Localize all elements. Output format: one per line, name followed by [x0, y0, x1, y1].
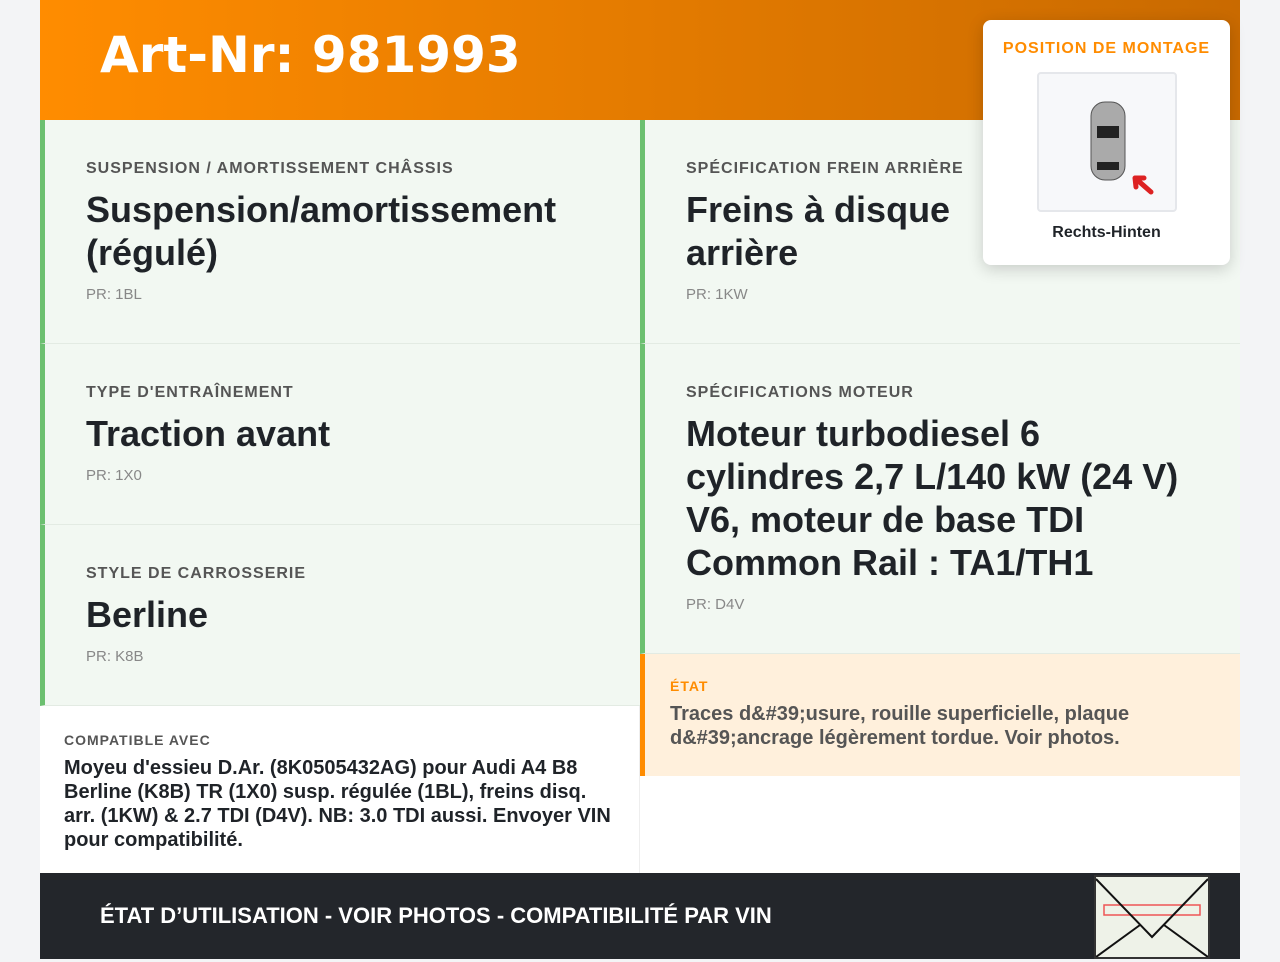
compatibility-section	[40, 706, 640, 878]
left-column	[40, 120, 640, 878]
condition-card	[640, 654, 1240, 776]
footer-text: ÉTAT D’UTILISATION - VOIR PHOTOS - COMPATIBILITÉ PAR VIN	[100, 903, 772, 928]
spec-value: Traction avant	[86, 413, 331, 454]
spec-value: Berline	[86, 594, 209, 635]
spec-label: SUSPENSION / AMORTISSEMENT CHÂSSIS	[86, 160, 454, 177]
spec-label: STYLE DE CARROSSERIE	[86, 565, 307, 582]
spec-pr: PR: 1X0	[86, 467, 142, 484]
spec-card-suspension	[40, 120, 640, 344]
spec-pr: PR: 1KW	[686, 286, 748, 303]
spec-pr: PR: D4V	[686, 596, 745, 613]
vin-document-image	[1094, 875, 1210, 959]
spec-label: SPÉCIFICATION FREIN ARRIÈRE	[686, 160, 964, 177]
condition-text: Traces d&#39;usure, rouille superficielle, plaque d&#39;ancrage légèrement tordue. Voir photos.	[670, 703, 1130, 749]
spec-label: SPÉCIFICATIONS MOTEUR	[686, 384, 914, 401]
spec-pr: PR: K8B	[86, 648, 144, 665]
article-number: Art-Nr: 981993	[100, 26, 521, 84]
spec-value: Suspension/amortissement (régulé)	[86, 189, 557, 273]
footer-banner	[40, 873, 1240, 959]
mounting-position: Rechts-Hinten	[1052, 224, 1161, 241]
compat-text: Moyeu d'essieu D.Ar. (8K0505432AG) pour Audi A4 B8 Berline (K8B) TR (1X0) susp. régulée (1BL), freins disq. arr. (1KW) & 2.7 TDI (D4V). NB: 3.0 TDI aussi. Envoyer VIN pour compatibilité.	[64, 757, 611, 851]
spec-label: TYPE D'ENTRAÎNEMENT	[86, 384, 294, 401]
condition-label: ÉTAT	[670, 678, 709, 694]
car-position-image	[1037, 72, 1177, 212]
compat-label: COMPATIBLE AVEC	[64, 732, 211, 748]
envelope-icon	[1096, 877, 1208, 957]
spec-card-engine	[640, 344, 1240, 654]
spec-value: Freins à disque arrière	[686, 189, 951, 273]
mounting-position-popup	[983, 20, 1230, 265]
spec-card-body	[40, 525, 640, 706]
spec-card-drive	[40, 344, 640, 525]
car-top-view-icon	[1039, 74, 1175, 210]
popup-title: POSITION DE MONTAGE	[1002, 40, 1211, 57]
spec-pr: PR: 1BL	[86, 286, 142, 303]
spec-value: Moteur turbodiesel 6 cylindres 2,7 L/140 kW (24 V) V6, moteur de base TDI Common Rail : TA1/TH1	[686, 413, 1179, 583]
